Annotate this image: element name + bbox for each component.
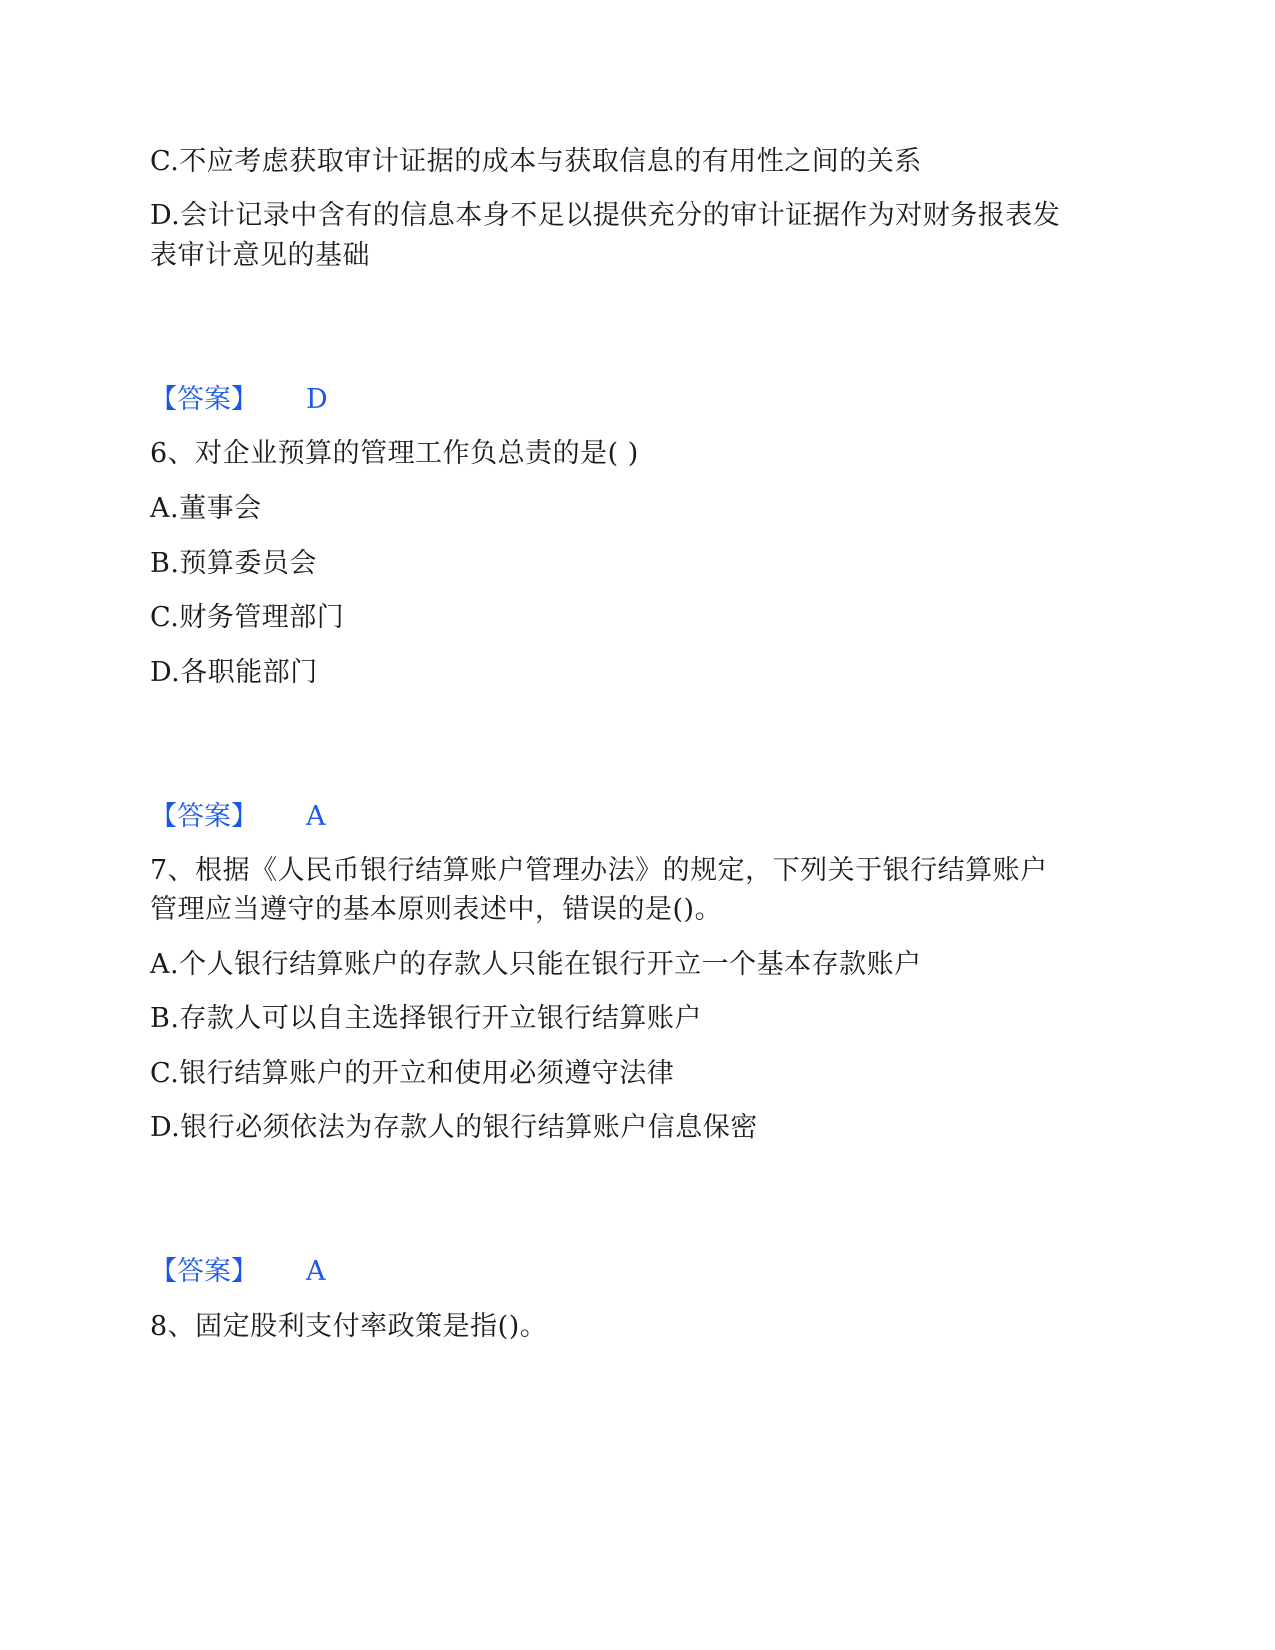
q6-option-a: A.董事会: [150, 493, 262, 524]
answer-value: D: [306, 384, 328, 415]
q6-option-b: B.预算委员会: [150, 548, 317, 579]
answer-label: 【答案】: [150, 384, 258, 415]
q5-option-c: C.不应考虑获取审计证据的成本与获取信息的有用性之间的关系: [150, 146, 922, 177]
q7-option-d: D.银行必须依法为存款人的银行结算账户信息保密: [150, 1112, 758, 1143]
q6-answer: [150, 801, 326, 833]
q7-option-a: A.个人银行结算账户的存款人只能在银行开立一个基本存款账户: [150, 949, 922, 980]
q6-option-d: D.各职能部门: [150, 657, 318, 688]
answer-label: 【答案】: [150, 801, 258, 832]
answer-label: 【答案】: [150, 1256, 258, 1287]
q5-option-d-line1: D.会计记录中含有的信息本身不足以提供充分的审计证据作为对财务报表发: [150, 200, 1061, 231]
q5-option-d-line2: 表审计意见的基础: [150, 240, 370, 271]
q6-option-c: C.财务管理部门: [150, 602, 345, 633]
answer-value: A: [306, 1256, 326, 1287]
q7-question-line2: 管理应当遵守的基本原则表述中，错误的是()。: [150, 894, 723, 925]
q7-answer: [150, 1256, 326, 1288]
q5-answer: [150, 384, 328, 416]
q6-question: 6、对企业预算的管理工作负总责的是( ): [150, 438, 639, 469]
q7-option-b: B.存款人可以自主选择银行开立银行结算账户: [150, 1003, 702, 1034]
q8-question: 8、固定股利支付率政策是指()。: [150, 1311, 548, 1342]
answer-value: A: [306, 801, 326, 832]
q7-question-line1: 7、根据《人民币银行结算账户管理办法》的规定，下列关于银行结算账户: [150, 855, 1048, 886]
q7-option-c: C.银行结算账户的开立和使用必须遵守法律: [150, 1058, 675, 1089]
